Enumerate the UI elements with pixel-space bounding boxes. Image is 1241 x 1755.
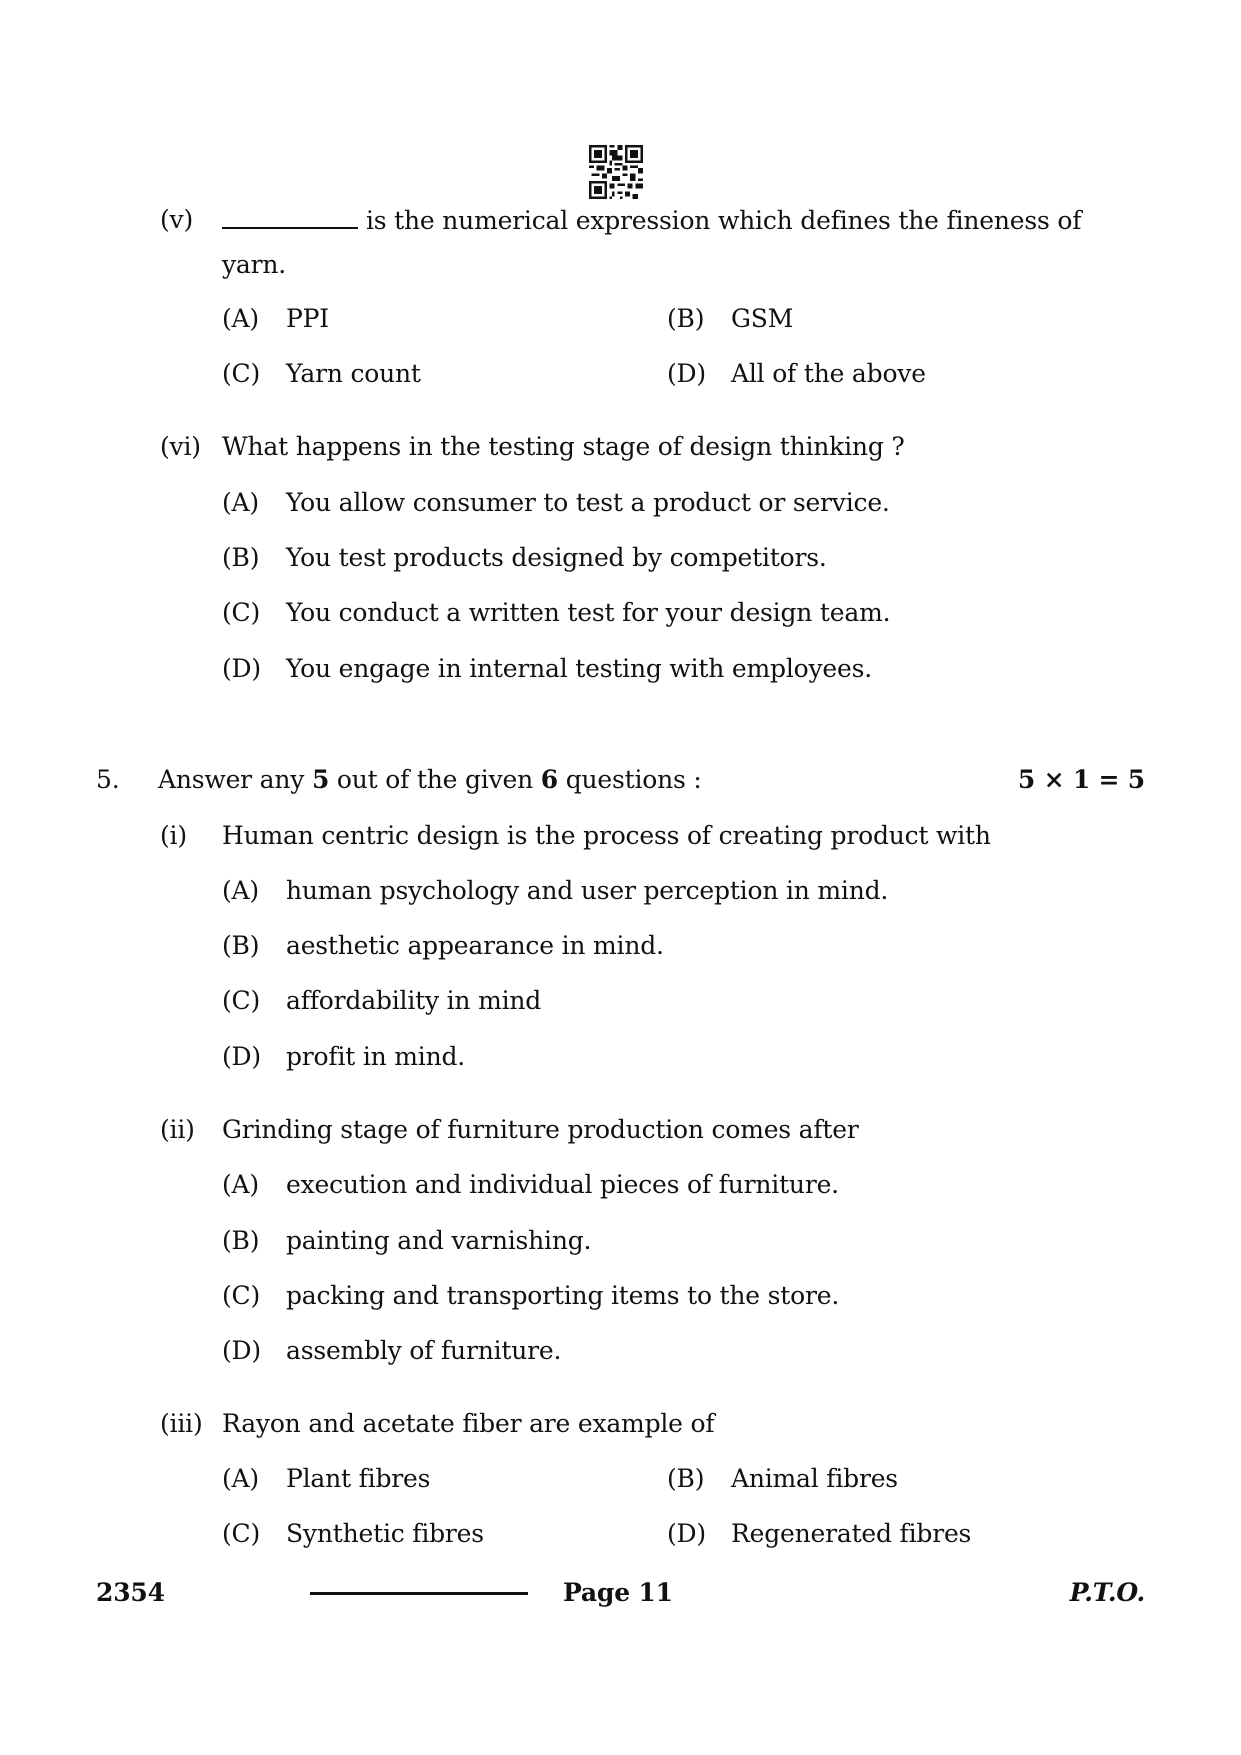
question-number: (i) xyxy=(160,821,187,850)
fill-in-blank xyxy=(222,205,358,229)
option-label-c: (C) xyxy=(222,598,261,627)
option-text-a: You allow consumer to test a product or service. xyxy=(286,488,890,517)
page-number: Page 11 xyxy=(563,1578,673,1607)
marks-allocation: 5 × 1 = 5 xyxy=(1017,765,1145,794)
option-label-b: (B) xyxy=(667,1464,705,1493)
option-label-a: (A) xyxy=(222,488,259,517)
option-text-d: assembly of furniture. xyxy=(286,1336,562,1365)
option-label-c: (C) xyxy=(222,986,261,1015)
option-text-b: aesthetic appearance in mind. xyxy=(286,931,664,960)
option-text-b: GSM xyxy=(731,304,794,333)
option-text-d: You engage in internal testing with employees. xyxy=(286,654,872,683)
paper-code: 2354 xyxy=(96,1578,165,1607)
option-text-c: Yarn count xyxy=(286,359,421,388)
option-text-d: All of the above xyxy=(731,359,926,388)
option-text-a: Plant fibres xyxy=(286,1464,431,1493)
please-turn-over: P.T.O. xyxy=(1069,1578,1145,1607)
option-label-b: (B) xyxy=(222,543,260,572)
question-number: 5. xyxy=(96,765,120,794)
option-label-a: (A) xyxy=(222,1170,259,1199)
option-label-b: (B) xyxy=(667,304,705,333)
option-text-c: packing and transporting items to the store. xyxy=(286,1281,840,1310)
footer-divider xyxy=(310,1592,528,1595)
option-label-a: (A) xyxy=(222,304,259,333)
option-label-d: (D) xyxy=(222,654,261,683)
option-label-a: (A) xyxy=(222,1464,259,1493)
option-label-d: (D) xyxy=(667,1519,706,1548)
question-text: is the numerical expression which defines the fineness of xyxy=(222,205,1081,236)
question-instruction: Answer any 5 out of the given 6 questions : xyxy=(158,765,702,794)
option-text-b: You test products designed by competitors. xyxy=(286,543,827,572)
option-label-c: (C) xyxy=(222,1519,261,1548)
option-label-c: (C) xyxy=(222,359,261,388)
question-number: (ii) xyxy=(160,1115,195,1144)
option-text-d: Regenerated fibres xyxy=(731,1519,972,1548)
option-label-b: (B) xyxy=(222,1226,260,1255)
question-text-continued: yarn. xyxy=(222,250,287,279)
option-text-c: affordability in mind xyxy=(286,986,542,1015)
option-text-c: Synthetic fibres xyxy=(286,1519,484,1548)
question-number: (vi) xyxy=(160,432,201,461)
option-text-b: painting and varnishing. xyxy=(286,1226,592,1255)
question-text: Grinding stage of furniture production comes after xyxy=(222,1115,859,1144)
question-text: Human centric design is the process of creating product with xyxy=(222,821,991,850)
option-label-d: (D) xyxy=(222,1042,261,1071)
option-label-d: (D) xyxy=(667,359,706,388)
option-text-d: profit in mind. xyxy=(286,1042,466,1071)
question-number: (v) xyxy=(160,205,194,234)
question-text: Rayon and acetate fiber are example of xyxy=(222,1409,715,1438)
option-label-b: (B) xyxy=(222,931,260,960)
option-text-b: Animal fibres xyxy=(731,1464,898,1493)
option-text-a: human psychology and user perception in mind. xyxy=(286,876,889,905)
option-text-a: PPI xyxy=(286,304,329,333)
option-label-a: (A) xyxy=(222,876,259,905)
option-label-d: (D) xyxy=(222,1336,261,1365)
qr-code-icon xyxy=(589,145,643,199)
question-number: (iii) xyxy=(160,1409,203,1438)
question-text: What happens in the testing stage of design thinking ? xyxy=(222,432,905,461)
option-label-c: (C) xyxy=(222,1281,261,1310)
option-text-a: execution and individual pieces of furniture. xyxy=(286,1170,839,1199)
option-text-c: You conduct a written test for your design team. xyxy=(286,598,891,627)
